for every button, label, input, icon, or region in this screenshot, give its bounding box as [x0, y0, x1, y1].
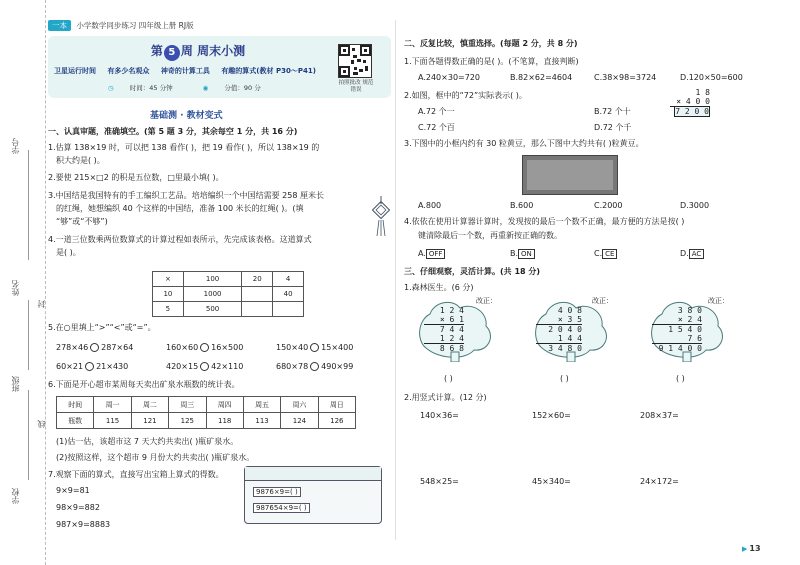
compare-item: 160×60 16×500 — [166, 343, 244, 352]
option-c: C. CE — [594, 248, 617, 260]
option-b[interactable]: B.600 — [510, 201, 534, 210]
question-text: 1.下面各题得数正确的是( )。(不笔算，直接判断) — [404, 57, 579, 66]
series-tag: 一本 — [48, 20, 71, 31]
pattern-item: 98×9=882 — [56, 503, 100, 512]
question-text: 6.下面是开心超市某周每天卖出矿泉水瓶数的统计表。 — [48, 380, 240, 389]
week-suffix: 周 周末小测 — [180, 44, 246, 58]
table-cell: 118 — [206, 413, 243, 429]
table-cell: 1000 — [183, 287, 242, 302]
question-text: 4.一道三位数乘两位数算式的计算过程如表所示，先完成该表格。这道算式 — [48, 235, 312, 244]
chinese-knot-icon — [372, 196, 390, 236]
option-d[interactable]: D.3000 — [680, 201, 710, 210]
compare-circle[interactable] — [90, 343, 99, 352]
topic-item: 卫星运行时间 — [54, 67, 96, 75]
part-title: 三、仔细观察，灵活计算。(共 18 分) — [404, 267, 541, 276]
score-icon: ◉ — [202, 84, 209, 92]
table-cell: 115 — [94, 413, 131, 429]
margin-label-class: 班级 — [11, 376, 20, 392]
series-header — [48, 20, 194, 31]
treasure-chest — [244, 466, 382, 524]
tree-calc-1: 1 2 4 × 6 1 7 4 4 1 2 4 8 6 8 — [424, 306, 464, 353]
score-info: ◉ 分值：90 分 — [202, 84, 261, 92]
week-prefix: 第 — [150, 44, 163, 58]
table-cell-blank[interactable] — [273, 302, 304, 317]
part-title: 一、认真审题，准确填空。(第 5 题 3 分，其余每空 1 分，共 16 分) — [48, 127, 298, 136]
option-c[interactable]: C.38×98=3724 — [594, 73, 657, 82]
table-cell: 10 — [153, 287, 184, 302]
table-header: 周六 — [281, 397, 318, 413]
table-cell: 5 — [153, 302, 184, 317]
table-cell: 113 — [243, 413, 280, 429]
sales-table — [56, 396, 356, 429]
multiplication-table — [152, 271, 304, 317]
calc-item: 45×340= — [532, 477, 571, 486]
option-b[interactable]: B.72 个十 — [594, 107, 631, 116]
page-number: ▶ 13 — [742, 544, 761, 553]
option-a[interactable]: A.240×30=720 — [418, 73, 480, 82]
margin-line — [28, 300, 29, 370]
table-cell: 126 — [318, 413, 355, 429]
option-a[interactable]: A.800 — [418, 201, 442, 210]
option-b: B. ON — [510, 248, 535, 260]
option-b[interactable]: B.82×62=4604 — [510, 73, 573, 82]
calc-item: 24×172= — [640, 477, 679, 486]
topic-item: 有多少名观众 — [107, 67, 150, 75]
question-text: 1.森林医生。(6 分) — [404, 283, 474, 292]
table-cell: × — [153, 272, 184, 287]
fix-label: 改正： — [592, 297, 613, 305]
question-text: 7.观察下面的算式，直接写出宝箱上算式的得数。 — [48, 470, 224, 479]
table-cell-blank[interactable] — [242, 287, 273, 302]
question-text: 键清除最后一个数，再重新按正确的数。 — [418, 231, 562, 240]
table-cell-blank[interactable] — [242, 302, 273, 317]
week-title — [48, 42, 348, 61]
tree-calc-2: 4 0 8 × 3 5 2 0 4 0 1 4 4 3 4 8 0 — [536, 306, 582, 353]
chest-lid — [245, 467, 381, 481]
question-text: “够”或“不够”) — [56, 217, 108, 226]
table-cell: 500 — [183, 302, 242, 317]
option-d: D. AC — [680, 248, 704, 260]
margin-label-school: 学校 — [11, 488, 20, 504]
pattern-item: 9×9=81 — [56, 486, 90, 495]
margin-cut-mark: 封 — [37, 300, 46, 308]
table-cell: 4 — [273, 272, 304, 287]
margin-cut-mark: 线 — [37, 420, 46, 428]
option-c[interactable]: C.72 个百 — [418, 123, 455, 132]
calc-item: 208×37= — [640, 411, 679, 420]
tree-calc-3: 3 8 0 × 2 4 1 5 4 0 7 6 9 1 4 0 0 — [652, 306, 702, 353]
compare-item: 420×15 42×110 — [166, 362, 244, 371]
question-text: 4.依依在使用计算器计算时，发现按的最后一个数不正确，最方便的方法是按( ) — [404, 217, 685, 226]
margin-label-student-id: 学号 — [11, 138, 20, 154]
option-d[interactable]: D.120×50=600 — [680, 73, 743, 82]
binding-margin — [0, 0, 46, 565]
table-cell: 100 — [183, 272, 242, 287]
question-text: (2)按照这样，这个超市 9 月份大约共卖出( )瓶矿泉水。 — [56, 453, 255, 462]
chest-equation[interactable]: 9876×9=( ) — [253, 487, 301, 497]
compare-circle[interactable] — [310, 362, 319, 371]
soybean-photo — [522, 155, 618, 195]
answer-parens[interactable]: ( ) — [560, 374, 569, 383]
margin-line — [28, 390, 29, 480]
pattern-item: 987×9=8883 — [56, 520, 111, 529]
question-text: 2.要使 215×□2 的积是五位数，□里最小填( )。 — [48, 173, 224, 182]
qr-code-icon — [338, 44, 372, 78]
test-meta — [108, 83, 289, 92]
margin-line — [28, 150, 29, 260]
option-a[interactable]: A.72 个一 — [418, 107, 455, 116]
series-title: 小学数学同步练习 四年级上册 RJ版 — [76, 21, 194, 30]
calc-key-ce[interactable]: CE — [602, 249, 617, 259]
table-cell: 20 — [242, 272, 273, 287]
chest-equation[interactable]: 987654×9=( ) — [253, 503, 310, 513]
table-cell: 125 — [169, 413, 206, 429]
question-text: 3.中国结是我国特有的手工编织工艺品。培培编织一个中国结需要 258 厘米长 — [48, 191, 324, 200]
table-cell: 瓶数 — [57, 413, 94, 429]
question-text: 1.估算 138×19 时，可以把 138 看作( )，把 19 看作( )，所以 138×19 的 — [48, 143, 320, 152]
question-text: 积大约是( )。 — [56, 156, 105, 165]
qr-caption: 拍照批改 规范错误 — [338, 80, 374, 93]
time-info: ◷ 时间：45 分钟 — [108, 84, 173, 92]
compare-circle[interactable] — [85, 362, 94, 371]
fix-label: 改正： — [708, 297, 729, 305]
option-a: A. OFF — [418, 248, 445, 260]
table-header: 周五 — [243, 397, 280, 413]
compare-circle[interactable] — [200, 343, 209, 352]
table-header: 周日 — [318, 397, 355, 413]
question-text: 是( )。 — [56, 248, 81, 257]
table-cell: 124 — [281, 413, 318, 429]
question-text: 5.在○里填上“>”“<”或“=”。 — [48, 323, 156, 332]
margin-label-name: 姓名 — [11, 280, 20, 296]
table-cell: 121 — [131, 413, 168, 429]
question-text: 的红绳，她想编织 40 个这样的中国结，准备 100 米长的红绳( )。(填 — [56, 204, 304, 213]
compare-item: 680×78 490×99 — [276, 362, 354, 371]
fix-label: 改正： — [476, 297, 497, 305]
arrow-icon: ▶ — [742, 545, 748, 553]
question-text: 3.下图中的小框内约有 30 粒黄豆，那么下图中大约共有( )粒黄豆。 — [404, 139, 644, 148]
clock-icon: ◷ — [108, 84, 114, 92]
question-text: (1)估一估，该超市这 7 天大约共卖出( )瓶矿泉水。 — [56, 437, 239, 446]
answer-parens[interactable]: ( ) — [444, 374, 453, 383]
table-cell: 40 — [273, 287, 304, 302]
compare-circle[interactable] — [200, 362, 209, 371]
part-title: 二、反复比较，慎重选择。(每题 2 分，共 8 分) — [404, 39, 578, 48]
table-header: 周四 — [206, 397, 243, 413]
compare-item: 60×21 21×430 — [56, 362, 129, 371]
table-header: 周一 — [94, 397, 131, 413]
table-header: 周二 — [131, 397, 168, 413]
column-divider — [395, 20, 396, 540]
option-d[interactable]: D.72 个千 — [594, 123, 632, 132]
table-header: 时间 — [57, 397, 94, 413]
week-number: 5 — [164, 45, 180, 61]
calc-item: 548×25= — [420, 477, 459, 486]
compare-item: 150×40 15×400 — [276, 343, 354, 352]
calc-key-ac[interactable]: AC — [689, 249, 705, 259]
highlight-box: 7 2 0 0 — [675, 107, 709, 116]
answer-parens[interactable]: ( ) — [676, 374, 685, 383]
calc-item: 152×60= — [532, 411, 571, 420]
calc-key-on[interactable]: ON — [518, 249, 535, 259]
compare-circle[interactable] — [310, 343, 319, 352]
topic-list — [54, 66, 325, 76]
option-c[interactable]: C.2000 — [594, 201, 623, 210]
vertical-calc-72: 1 8 × 4 0 0 7 2 0 0 — [670, 88, 710, 116]
compare-item: 278×46 287×64 — [56, 343, 134, 352]
question-text: 2.如图，框中的“72”实际表示( )。 — [404, 91, 527, 100]
question-text: 2.用竖式计算。(12 分) — [404, 393, 487, 402]
topic-item: 有趣的算式(教材 P30～P41) — [221, 67, 316, 75]
topic-item: 神奇的计算工具 — [160, 67, 210, 75]
table-header: 周三 — [169, 397, 206, 413]
section-title: 基础测 · 教材变式 — [150, 111, 223, 121]
calc-item: 140×36= — [420, 411, 459, 420]
calc-key-off[interactable]: OFF — [426, 249, 446, 259]
